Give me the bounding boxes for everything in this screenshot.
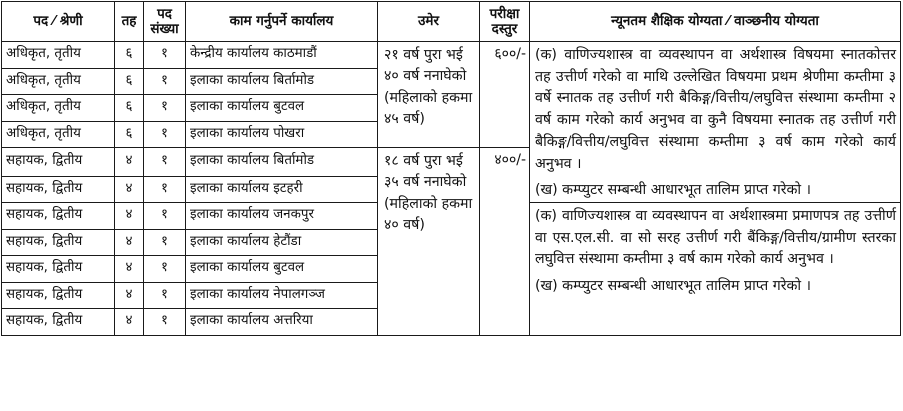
cell-count: १ — [144, 282, 186, 309]
header-age: उमेर — [378, 2, 480, 42]
cell-post: अधिकृत, तृतीय — [2, 42, 115, 69]
cell-office: इलाका कार्यालय नेपालगञ्ज — [186, 282, 378, 309]
cell-level: ४ — [115, 176, 144, 203]
cell-post: अधिकृत, तृतीय — [2, 68, 115, 95]
qualification-b: (ख) कम्प्युटर सम्बन्धी आधारभूत तालिम प्राप्त गरेको । — [535, 278, 811, 295]
cell-post: सहायक, द्वितीय — [2, 256, 115, 283]
cell-count: १ — [144, 176, 186, 203]
cell-office: इलाका कार्यालय बिर्तामोड — [186, 148, 378, 177]
cell-count: १ — [144, 68, 186, 95]
header-office: काम गर्नुपर्ने कार्यालय — [186, 2, 378, 42]
cell-post: सहायक, द्वितीय — [2, 203, 115, 230]
cell-post: सहायक, द्वितीय — [2, 229, 115, 256]
cell-level: ४ — [115, 309, 144, 336]
cell-office: इलाका कार्यालय बुटवल — [186, 95, 378, 122]
table-row — [2, 42, 901, 69]
header-fee-line2: दस्तुर — [491, 20, 518, 37]
cell-office: इलाका कार्यालय पोखरा — [186, 121, 378, 148]
cell-post: सहायक, द्वितीय — [2, 282, 115, 309]
cell-post: अधिकृत, तृतीय — [2, 121, 115, 148]
cell-age-group-1: २१ वर्ष पुरा भई ४० वर्ष ननाघेको (महिलाको हकमा ४५ वर्ष) — [378, 42, 480, 148]
cell-count: १ — [144, 121, 186, 148]
cell-count: १ — [144, 229, 186, 256]
header-qualification: न्यूनतम शैक्षिक योग्यता ⁄ वाञ्छनीय योग्यता — [530, 2, 901, 42]
header-count-line2: संख्या — [150, 20, 179, 37]
header-post: पद ⁄ श्रेणी — [2, 2, 115, 42]
cell-level: ६ — [115, 121, 144, 148]
cell-count: १ — [144, 203, 186, 230]
cell-qualification-group-2 — [530, 203, 901, 336]
cell-office: इलाका कार्यालय इटहरी — [186, 176, 378, 203]
cell-post: सहायक, द्वितीय — [2, 176, 115, 203]
cell-level: ६ — [115, 68, 144, 95]
header-fee — [480, 2, 530, 42]
cell-post: सहायक, द्वितीय — [2, 148, 115, 177]
header-row — [2, 2, 901, 42]
cell-fee-group-2: ४००/- — [480, 148, 530, 336]
header-fee-line1: परीक्षा — [489, 5, 520, 22]
cell-office: इलाका कार्यालय बिर्तामोड — [186, 68, 378, 95]
cell-office: इलाका कार्यालय अत्तरिया — [186, 309, 378, 336]
cell-office: केन्द्रीय कार्यालय काठमाडौं — [186, 42, 378, 69]
qualification-b: (ख) कम्प्युटर सम्बन्धी आधारभूत तालिम प्राप्त गरेको । — [535, 182, 811, 199]
cell-office: इलाका कार्यालय हेटौंडा — [186, 229, 378, 256]
cell-count: १ — [144, 256, 186, 283]
cell-office: इलाका कार्यालय जनकपुर — [186, 203, 378, 230]
cell-level: ४ — [115, 203, 144, 230]
cell-level: ४ — [115, 148, 144, 177]
qualification-a: (क) वाणिज्यशास्त्र वा व्यवस्थापन वा अर्थशास्त्रमा प्रमाणपत्र तह उत्तीर्ण वा एस.एल.सी. वा सो सरह उत्तीर्ण गरी बैंकिङ्ग/वित्तीय/ग्रामीण स्तरका लघुवित्त संस्थामा कम्तीमा ३ वर्ष काम गरेको कार्य अनुभव । — [535, 208, 896, 268]
cell-office: इलाका कार्यालय बुटवल — [186, 256, 378, 283]
cell-count: १ — [144, 148, 186, 177]
header-level: तह — [115, 2, 144, 42]
cell-post: सहायक, द्वितीय — [2, 309, 115, 336]
cell-count: १ — [144, 42, 186, 69]
cell-post: अधिकृत, तृतीय — [2, 95, 115, 122]
cell-level: ६ — [115, 95, 144, 122]
cell-fee-group-1: ६००/- — [480, 42, 530, 148]
cell-age-group-2: १८ वर्ष पुरा भई ३५ वर्ष ननाघेको (महिलाको हकमा ४० वर्ष) — [378, 148, 480, 336]
cell-level: ४ — [115, 229, 144, 256]
header-count-line1: पद — [157, 5, 172, 22]
cell-count: १ — [144, 309, 186, 336]
vacancy-table — [1, 1, 901, 336]
cell-count: १ — [144, 95, 186, 122]
cell-level: ४ — [115, 282, 144, 309]
cell-level: ६ — [115, 42, 144, 69]
cell-level: ४ — [115, 256, 144, 283]
qualification-a: (क) वाणिज्यशास्त्र वा व्यवस्थापन वा अर्थशास्त्र विषयमा स्नातकोत्तर तह उत्तीर्ण गरेको वा माथि उल्लेखित विषयमा प्रथम श्रेणीमा कम्तीमा ३ वर्षे स्नातक तह उत्तीर्ण गरी बैकिङ्ग/वित्तीय/लघुवित्त संस्थामा कम्तीमा २ वर्ष काम गरेको कार्य अनुभव वा कुनै विषयमा स्नातक तह उत्तीर्ण गरी बैकिङ्ग/वित्तीय/लघुवित्त संस्थामा कम्तीमा ३ वर्ष काम गरेको कार्य अनुभव । — [535, 47, 896, 172]
header-count — [144, 2, 186, 42]
cell-qualification-group-1 — [530, 42, 901, 203]
